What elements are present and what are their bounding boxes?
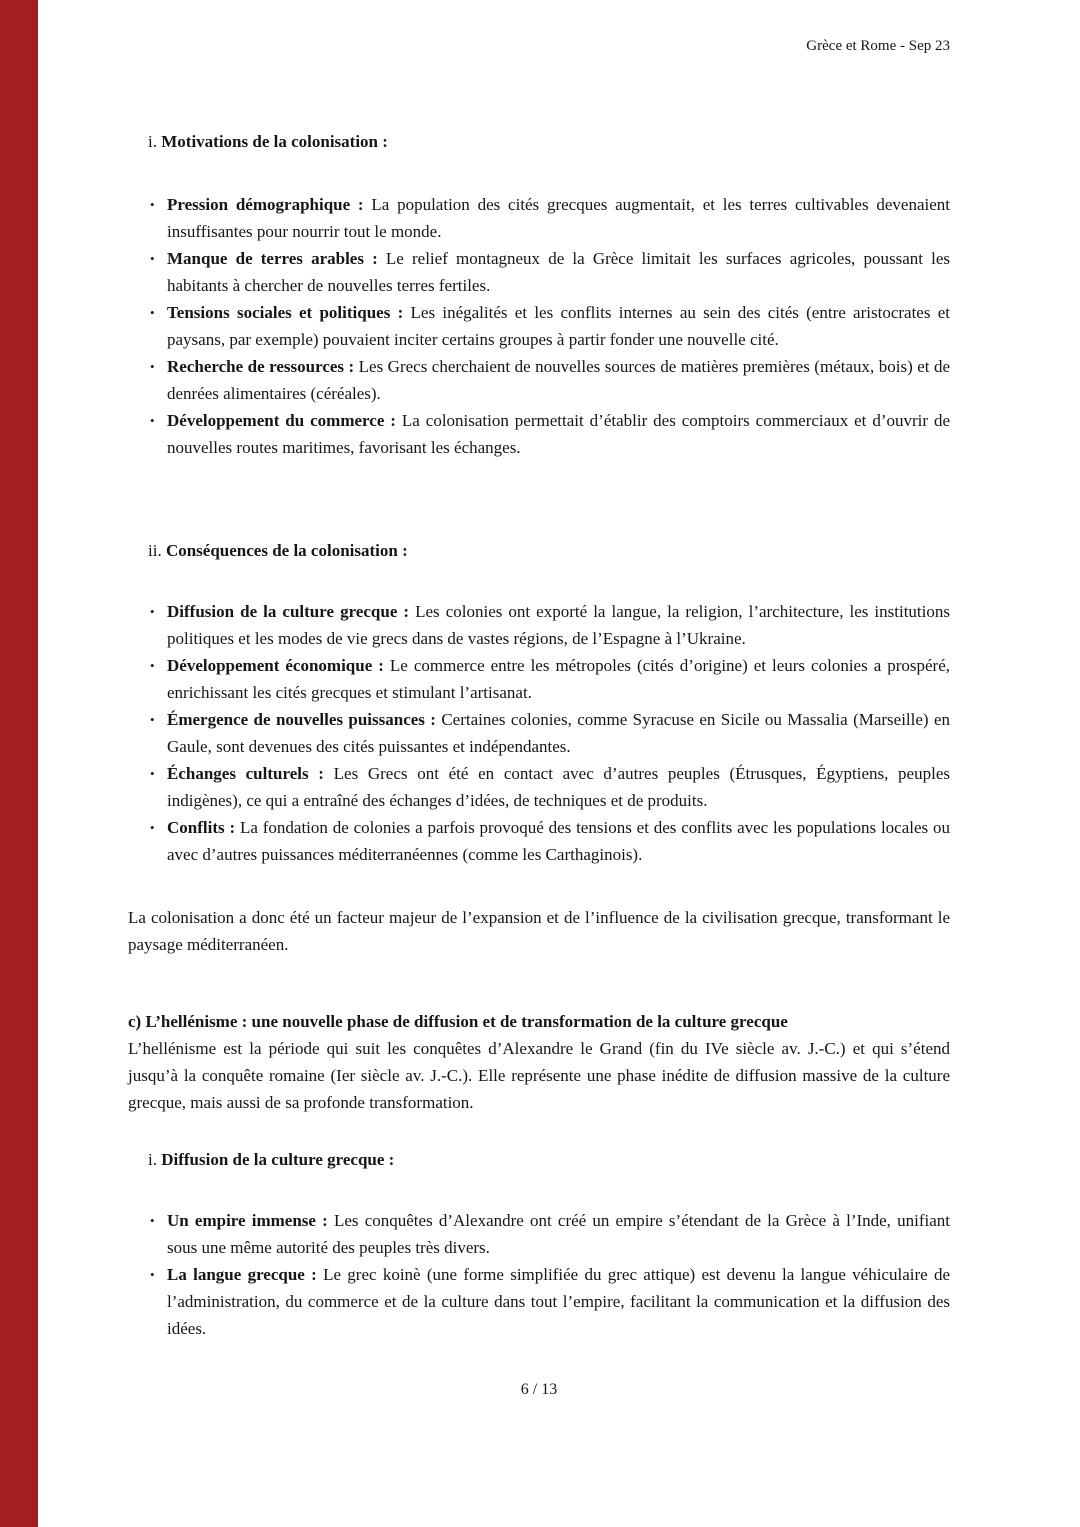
section-title: Conséquences de la colonisation : <box>165 541 408 560</box>
bullet-body: Le relief montagneux de la Grèce limitait les surfaces agricoles, poussant les habitants à chercher de nouvelles terres fertiles. <box>167 249 950 295</box>
bullet-marker: • <box>150 766 155 781</box>
header-title: Grèce et Rome - Sep 23 <box>806 38 950 54</box>
bullet-lead: Un empire immense : <box>167 1211 328 1230</box>
bullet-marker: • <box>150 1267 155 1282</box>
bullet-body: Le commerce entre les métropoles (cités d’origine) et leurs colonies a prospéré, enrichissant les cités grecques et stimulant l’artisanat. <box>167 656 951 702</box>
page-footer <box>128 1376 950 1467</box>
motivations-list <box>128 191 950 461</box>
bullet-lead: Développement du commerce : <box>167 411 396 430</box>
bullet-body: La colonisation permettait d’établir des comptoirs commerciaux et d’ouvrir de nouvelles routes maritimes, favorisant les échanges. <box>167 411 951 457</box>
bullet-marker: • <box>150 658 155 673</box>
bullet-lead: Développement économique : <box>167 656 384 675</box>
section-title: Motivations de la colonisation : <box>161 132 388 151</box>
consequences-list <box>128 598 950 868</box>
bullet-text <box>167 652 950 706</box>
bullet-marker: • <box>150 359 155 374</box>
bullet-lead: Recherche de ressources : <box>167 357 355 376</box>
list-item <box>128 706 950 760</box>
page-content <box>0 128 1080 1467</box>
diffusion-list <box>128 1207 950 1342</box>
bullet-body: Les Grecs cherchaient de nouvelles sources de matières premières (métaux, bois) et de denrées alimentaires (céréales). <box>167 357 951 403</box>
list-item <box>128 353 950 407</box>
bullet-marker: • <box>150 820 155 835</box>
bullet-body: La fondation de colonies a parfois provoqué des tensions et des conflits avec les populations locales ou avec d’autres puissances méditerranéennes (comme les Carthaginois). <box>167 818 950 864</box>
closing-paragraph: La colonisation a donc été un facteur majeur de l’expansion et de l’influence de la civilisation grecque, transformant le paysage méditerranéen. <box>128 908 950 954</box>
bullet-marker: • <box>150 1213 155 1228</box>
list-item <box>128 652 950 706</box>
bullet-text <box>167 1261 950 1342</box>
bullet-text <box>167 760 950 814</box>
bullet-lead: Diffusion de la culture grecque : <box>167 602 410 621</box>
list-item <box>128 598 950 652</box>
list-item <box>128 191 950 245</box>
hellenisme-intro-paragraph: L’hellénisme est la période qui suit les conquêtes d’Alexandre le Grand (fin du IVe siècle av. J.-C.) et qui s’étend jusqu’à la conquête romaine (Ier siècle av. J.-C.). Elle représente une phase inédite de diffusion massive de la culture grecque, mais aussi de sa profonde transformation. <box>128 1039 950 1112</box>
bullet-text <box>167 1207 950 1261</box>
list-item <box>128 814 950 868</box>
left-accent-bar <box>0 0 38 1527</box>
section-title: Diffusion de la culture grecque : <box>161 1150 395 1169</box>
subsection-heading-hellenisme: c) L’hellénisme : une nouvelle phase de diffusion et de transformation de la culture grecque <box>128 1012 788 1031</box>
bullet-body: Les colonies ont exporté la langue, la religion, l’architecture, les institutions politiques et les modes de vie grecs dans de vastes régions, de l’Espagne à l’Ukraine. <box>167 602 950 648</box>
bullet-lead: Conflits : <box>167 818 236 837</box>
bullet-marker: • <box>150 413 155 428</box>
bullet-text <box>167 191 950 245</box>
bullet-lead: La langue grecque : <box>167 1265 317 1284</box>
page-header <box>0 0 1080 56</box>
section-number: i. <box>148 1150 157 1169</box>
bullet-body: Le grec koinè (une forme simplifiée du grec attique) est devenu la langue véhiculaire de l’administration, du commerce et de la culture dans tout l’empire, facilitant la communication et la diffusion des idées. <box>167 1265 950 1338</box>
bullet-lead: Échanges culturels : <box>167 764 324 783</box>
page-number: 6 / 13 <box>520 1381 558 1398</box>
section-heading-consequences <box>128 537 950 564</box>
bullet-marker: • <box>150 604 155 619</box>
bullet-body: Les Grecs ont été en contact avec d’autres peuples (Étrusques, Égyptiens, peuples indigènes), ce qui a entraîné des échanges d’idées, de techniques et de produits. <box>167 764 950 810</box>
bullet-body: Les inégalités et les conflits internes au sein des cités (entre aristocrates et paysans, par exemple) pouvaient inciter certains groupes à partir fonder une nouvelle cité. <box>167 303 951 349</box>
section-heading-diffusion <box>128 1146 950 1173</box>
bullet-marker: • <box>150 305 155 320</box>
bullet-lead: Tensions sociales et politiques : <box>167 303 404 322</box>
bullet-body: Certaines colonies, comme Syracuse en Sicile ou Massalia (Marseille) en Gaule, sont devenues des cités puissantes et indépendantes. <box>167 710 951 756</box>
bullet-lead: Manque de terres arables : <box>167 249 378 268</box>
bullet-body: La population des cités grecques augmentait, et les terres cultivables devenaient insuffisantes pour nourrir tout le monde. <box>167 195 950 241</box>
bullet-text <box>167 299 950 353</box>
bullet-text <box>167 814 950 868</box>
list-item <box>128 1261 950 1342</box>
list-item <box>128 1207 950 1261</box>
bullet-marker: • <box>150 251 155 266</box>
bullet-text <box>167 706 950 760</box>
list-item <box>128 760 950 814</box>
list-item <box>128 299 950 353</box>
bullet-marker: • <box>150 197 155 212</box>
list-item <box>128 407 950 461</box>
bullet-text <box>167 598 950 652</box>
section-number: ii. <box>148 541 162 560</box>
bullet-text <box>167 407 950 461</box>
bullet-lead: Pression démographique : <box>167 195 364 214</box>
bullet-text <box>167 353 950 407</box>
section-number: i. <box>148 132 157 151</box>
bullet-body: Les conquêtes d’Alexandre ont créé un empire s’étendant de la Grèce à l’Inde, unifiant sous une même autorité des peuples très divers. <box>167 1211 950 1257</box>
bullet-text <box>167 245 950 299</box>
list-item <box>128 245 950 299</box>
section-heading-motivations <box>128 128 950 155</box>
bullet-marker: • <box>150 712 155 727</box>
bullet-lead: Émergence de nouvelles puissances : <box>167 710 436 729</box>
